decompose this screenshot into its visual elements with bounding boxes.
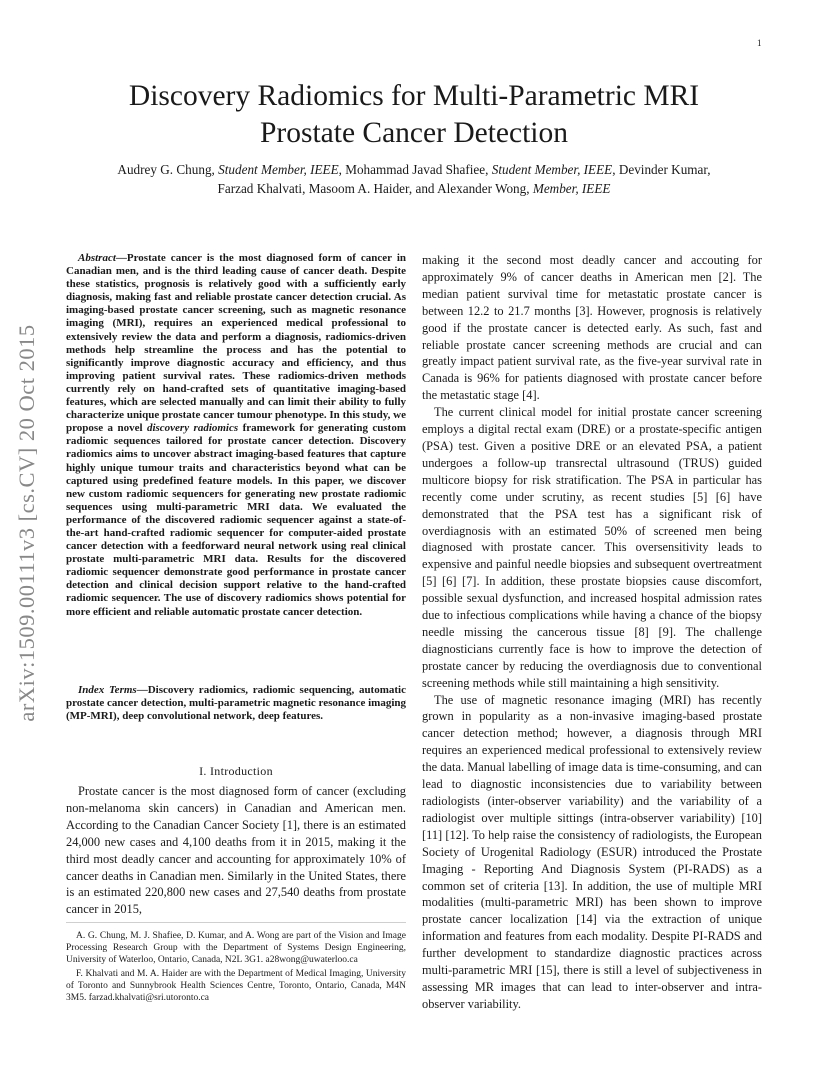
abstract-label: Abstract (78, 252, 116, 264)
title-line-2: Prostate Cancer Detection (260, 117, 568, 149)
section-heading: I. Introduction (199, 764, 273, 778)
index-terms-label: Index Terms (78, 684, 137, 696)
intro-paragraph: Prostate cancer is the most diagnosed form of cancer (excluding non-melanoma skin cancers) in Canadian and American men. According to the Canadian Cancer Society [1], there is an estimated 24,000 new cases and 4,100 deaths from it in 2015, making it the third most deadly cancer and accounting for approximately 10% of cancer deaths in Canadian men. Similarly in the United States, there is an estimated 220,800 new cases and 27,540 deaths from prostate cancer in 2015, (66, 784, 406, 917)
author-2-role: Student Member, IEEE (491, 162, 613, 177)
arxiv-identifier: arXiv:1509.00111v3 [cs.CV] 20 Oct 2015 (14, 324, 39, 722)
right-column (422, 252, 762, 1013)
page-number: 1 (757, 38, 762, 48)
author-line-2-names: Farzad Khalvati, Masoom A. Haider, and Alexander Wong, (217, 181, 530, 196)
abstract-text-2: framework for generating custom radiomic sequences tailored for prostate cancer detection. Discovery radiomics aims to uncover abstract imaging-based features that capture highly unique tumour traits and characteristics beyond what can be captured using predefined feature models. In this paper, we discover new custom radiomic sequencers for generating new prostate radiomic sequences using multi-parametric MRI data. We evaluated the performance of the discovered radiomic sequencer against a state-of-the-art hand-crafted radiomic sequencer for computer-aided prostate cancer detection with a feedforward neural network using real clinical prostate multi-parametric MRI data. Results for the discovered radiomic sequencer demonstrate good performance in prostate cancer detection and clinical decision support relative to the hand-crafted radiomic sequencer. The use of discovery radiomics shows potential for more efficient and reliable automatic prostate cancer detection. (66, 422, 406, 618)
abstract (66, 252, 406, 619)
abstract-emphasis: discovery radiomics (146, 422, 239, 435)
abstract-text-1: —Prostate cancer is the most diagnosed form of cancer in Canadian men, and is the third leading cause of cancer death. Despite these statistics, prognosis is relatively good with a sufficiently early diagnosis, making fast and reliable prostate cancer detection crucial. As imaging-based prostate cancer screening, such as magnetic resonance imaging (MRI), requires an experienced medical professional to extensively review the data and perform a diagnosis, radiomics-driven methods help streamline the process and has the potential to significantly improve diagnostic accuracy and efficiency, and thus improving patient survival rates. These radiomics-driven methods currently rely on hand-crafted sets of quantitative imaging-based features, which are selected manually and can limit their ability to fully characterize unique prostate cancer tumour phenotype. In this study, we propose a novel (66, 252, 406, 435)
author-3: , Devinder Kumar, (612, 162, 711, 177)
index-terms (66, 684, 406, 723)
author-list (60, 160, 768, 198)
index-terms-text: —Discovery radiomics, radiomic sequencing, automatic prostate cancer detection, multi-parametric magnetic resonance imaging (MP-MRI), deep convolutional network, deep features. (66, 684, 407, 723)
footnote-2: F. Khalvati and M. A. Haider are with the Department of Medical Imaging, University of Toronto and Sunnybrook Health Sciences Centre, Toronto, Ontario, Canada, M4N 3M5. farzad.khalvati@sri.utoronto.ca (66, 968, 406, 1004)
right-paragraph-2: The current clinical model for initial prostate cancer screening employs a digital rectal exam (DRE) or a prostate-specific antigen (PSA) test. Given a positive DRE or an elevated PSA, a patient undergoes a follow-up transrectal ultrasound (TRUS) guided multicore biopsy for risk stratification. The PSA in particular has recently come under scrutiny, as recent studies [5] [6] have demonstrated that the PSA test has a significant risk of overdiagnosis with an estimated 50% of screened men being diagnosed with prostate cancer. This oversensitivity leads to expensive and painful needle biopsies and subsequent overtreatment [5] [6] [7]. In addition, these prostate biopsies cause discomfort, possible sexual dysfunction, and increased hospital admission rates due to infectious complications while having a chance of the biopsy needle missing the cancerous tissue [8] [9]. The challenge diagnosticians currently face is how to improve the detection of prostate cancer by reducing the overdiagnosis due to conventional screening methods while still maintaining a high sensitivity. (422, 405, 762, 690)
author-1-role: Student Member, IEEE (218, 162, 339, 177)
right-paragraph-3: The use of magnetic resonance imaging (MRI) has recently grown in popularity as a non-invasive imaging-based prostate cancer detection method; however, a diagnosis through MRI requires an experienced medical professional to extensively review the data. Manual labelling of image data is time-consuming, and can lead to diagnostic inconsistencies due to variability between radiologists (inter-observer variability) and the variability of a radiologist over multiple sittings (intra-observer variability) [10] [11] [12]. To help raise the consistency of radiologists, the European Society of Urogenital Radiology (ESUR) introduced the Prostate Imaging - Reporting And Diagnosis System (PI-RADS) as a common set of criteria [13]. In addition, the use of multiple MRI modalities (multi-parametric MRI) has been shown to improve prostate cancer localization [14] via the extraction of unique information and features from each modality. Despite PI-RADS and further development to standardize diagnostic practices across multi-parametric MRI [15], there is still a level of subjectiveness in assessing MR images that can lead to inter-observer and intra-observer variability. (422, 692, 762, 1011)
author-line-1 (60, 160, 768, 179)
paper-title (60, 78, 768, 152)
title-line-1: Discovery Radiomics for Multi-Parametric MRI (128, 80, 700, 112)
footnotes (66, 930, 406, 1005)
footnote-1: A. G. Chung, M. J. Shafiee, D. Kumar, and A. Wong are part of the Vision and Image Processing Research Group with the Department of Systems Design Engineering, University of Waterloo, Ontario, Canada, N2L 3G1. a28wong@uwaterloo.ca (66, 931, 406, 966)
author-line-2 (60, 179, 768, 198)
footnote-rule (66, 922, 406, 923)
author-1: Audrey G. Chung, (117, 162, 215, 177)
introduction-left (66, 783, 406, 918)
right-paragraph-1: making it the second most deadly cancer and accouting for approximately 9% of cancer deaths in American men [2]. The median patient survival time for metastatic prostate cancer is between 12.2 to 21.7 months [3]. However, prognosis is relatively good if the prostate cancer is detected early. As such, fast and reliable prostate cancer screening methods are crucial and can greatly impact patient survival rate, as the five-year survival rate in Canada is 96% for patients diagnosed with prostate cancer before the metastatic stage [4]. (422, 253, 762, 403)
author-2: , Mohammad Javad Shafiee, (338, 162, 489, 177)
author-last-role: Member, IEEE (532, 181, 611, 196)
